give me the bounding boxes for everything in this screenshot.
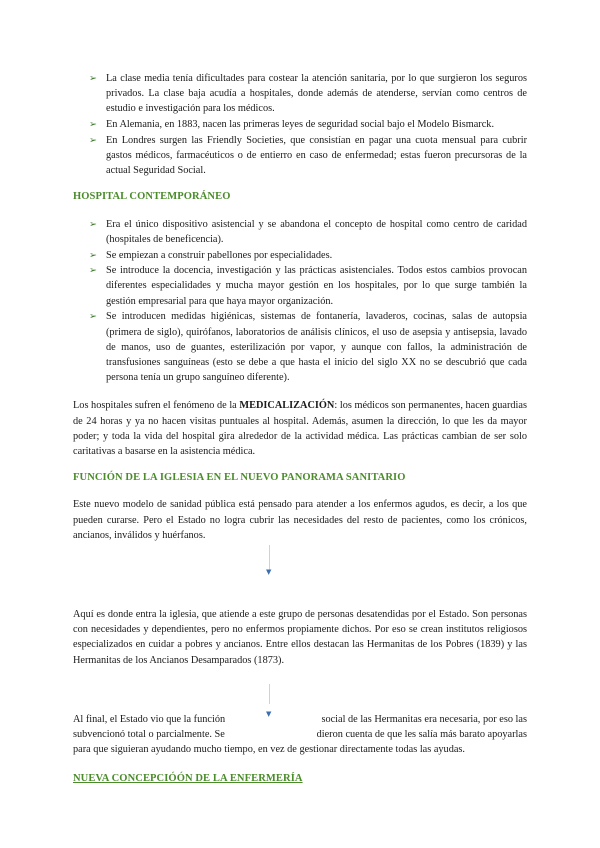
arrow-bullet-icon: ➢ (89, 265, 97, 277)
arrow-bullet-icon: ➢ (89, 73, 97, 84)
arrow-bullet-icon: ➢ (89, 119, 97, 131)
bullet-list-top (73, 71, 527, 178)
paragraph-nuevo-modelo: Este nuevo modelo de sanidad pública está pensado para atender a los enfermos agudos, es decir, a los que pueden curarse. Pero el Estado no logra cubrir las necesidades del resto de pacientes, como los crónicos, ancianos, inválidos y huérfanos. (73, 499, 527, 541)
arrow-bullet-icon: ➢ (89, 249, 97, 261)
caret-down-icon: ▼ (266, 710, 272, 718)
paragraph-iglesia: Aquí es donde entra la iglesia, que atiende a este grupo de personas desatendidas por el Estado. Son personas con necesidades y dependientes, pero no enfermos propiamente dichos. Por eso se crean institutos religiosos especializados en cuidar a pobres y ancianos. Entre ellos destacan las Hermanitas de los Pobres (1839) y las Hermanitas de los Ancianos Desamparados (1873). (73, 608, 527, 666)
text-line: para que siguieran ayudando mucho tiempo, en vez de gestionar directamente todas las ayudas. (73, 744, 466, 756)
heading-hospital-contemporaneo: HOSPITAL CONTEMPORÁNEO (73, 191, 231, 203)
paragraph-medicalizacion: Los hospitales sufren el fenómeno de la MEDICALIZACIÓN: los médicos son permanentes, hacen guardias de 24 horas y ya no hacen visitas puntuales al hospital. Además, asumen la dirección, lo que les da mayor poder; y toda la vida del hospital gira alrededor de la actividad médica. Las prácticas cambian de ser solo caritativas a basarse en la asistencia médica. (73, 400, 527, 457)
arrow-bullet-icon: ➢ (89, 134, 97, 146)
text-line: Al final, el Estado vio que la función social de las Hermanitas era necesaria, por eso las (73, 713, 527, 725)
paragraph-final (73, 712, 527, 758)
list-item: ➢ La clase media tenía dificultades para costear la atención sanitaria, por lo que surgieron los seguros privados. La clase baja acudía a hospitales, donde además de atenderse, servían como centros de estudio e investigación para los médicos. (89, 73, 527, 115)
list-item: ➢ Era el único dispositivo asistencial y se abandona el concepto de hospital como centro de caridad (hospitales de beneficencia). (89, 218, 527, 245)
connector-line (269, 684, 270, 704)
bullet-list-hospital (73, 217, 527, 386)
text-line: subvencionó total o parcialmente. Se dieron cuenta de que les salía más barato apoyarlas (73, 728, 527, 740)
caret-down-icon: ▼ (266, 568, 272, 576)
list-item: ➢ Se empiezan a construir pabellones por especialidades. (73, 248, 527, 263)
arrow-bullet-icon: ➢ (89, 311, 97, 323)
list-item: ➢ En Alemania, en 1883, nacen las primeras leyes de seguridad social bajo el Modelo Bismarck. (73, 117, 527, 132)
heading-nueva-concepcion: NUEVA CONCEPCIÓÓN DE LA ENFERMERÍA (73, 773, 303, 785)
term-medicalizacion: MEDICALIZACIÓN (239, 400, 335, 412)
list-item: ➢ Se introducen medidas higiénicas, sistemas de fontanería, lavaderos, cocinas, salas de autopsia (primera de siglo), quirófanos, laboratorios de análisis clínicos, el uso de asepsia y antisepsia, lavado de manos, uso de guantes, esterilización por vapor, y aunque con fallos, la administración de transfusiones sanguíneas (esto se debe a que hasta el inicio del siglo XX no se descubrió que cada persona tenía un grupo sanguíneo diferente). (89, 311, 527, 384)
document-content (73, 71, 527, 787)
connector-line (269, 545, 270, 570)
list-item: ➢ En Londres surgen las Friendly Societies, que consistían en pagar una cuota mensual para cubrir gastos médicos, farmacéuticos o de entierro en caso de enfermedad; estas fueron precursoras de la actual Seguridad Social. (89, 134, 527, 177)
heading-funcion-iglesia: FUNCIÓN DE LA IGLESIA EN EL NUEVO PANORAMA SANITARIO (73, 472, 406, 484)
list-item: ➢ Se introduce la docencia, investigación y las prácticas asistenciales. Todos estos cambios provocan diferentes especialidades y mucha mayor gestión en los hospitales, por lo que surge también la gestión empresarial para que haya mayor organización. (89, 265, 527, 307)
arrow-bullet-icon: ➢ (89, 218, 97, 230)
